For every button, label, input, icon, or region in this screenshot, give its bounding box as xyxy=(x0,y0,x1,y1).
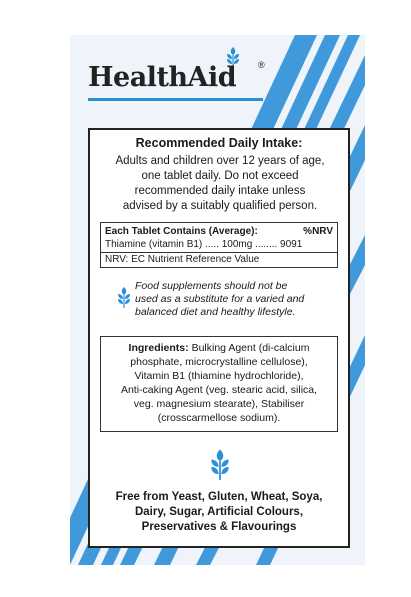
free-from-line: Free from Yeast, Gluten, Wheat, Soya, xyxy=(115,491,323,503)
ingredients-line-rest: Bulking Agent (di-calcium xyxy=(191,342,310,354)
ingredients-line: (crosscarmellose sodium). xyxy=(157,412,281,424)
free-from-line: Dairy, Sugar, Artificial Colours, xyxy=(134,506,304,518)
wheat-icon xyxy=(116,286,132,308)
food-note-line: balanced diet and healthy lifestyle. xyxy=(135,306,296,318)
free-from-line: Preservatives & Flavourings xyxy=(141,521,297,533)
brand-logo xyxy=(88,60,268,110)
brand-name: HealthAid xyxy=(88,62,237,93)
wheat-icon xyxy=(208,448,232,480)
ingredients-line: veg. magnesium stearate), Stabiliser xyxy=(133,398,305,410)
table-row: Thiamine (vitamin B1) ..... 100mg ........ 9091 xyxy=(105,239,303,250)
rdi-line: one tablet daily. Do not exceed xyxy=(141,170,299,182)
rdi-line: advised by a suitably qualified person. xyxy=(122,200,318,212)
ingredients-line: Anti-caking Agent (veg. stearic acid, silica, xyxy=(120,384,318,396)
ingredients-line: phosphate, microcrystalline cellulose), xyxy=(130,356,308,368)
table-divider xyxy=(101,252,337,253)
table-header-right: %NRV xyxy=(303,226,333,237)
rdi-body xyxy=(94,154,346,214)
rdi-title: Recommended Daily Intake: xyxy=(135,136,303,150)
brand-underline xyxy=(88,98,263,101)
rdi-line: recommended daily intake unless xyxy=(134,185,306,197)
ingredients-line: Ingredients: Bulking Agent (di-calcium xyxy=(128,342,310,354)
rdi-line: Adults and children over 12 years of age, xyxy=(115,155,325,167)
food-supplement-note xyxy=(135,280,340,319)
ingredients-box xyxy=(100,336,338,432)
product-label xyxy=(70,35,365,565)
food-note-line: Food supplements should not be xyxy=(135,280,288,292)
food-note-line: used as a substitute for a varied and xyxy=(135,293,305,305)
free-from-statement xyxy=(90,490,348,535)
registered-mark: ® xyxy=(258,60,265,70)
ingredients-line: Vitamin B1 (thiamine hydrochloride), xyxy=(134,370,304,382)
info-panel xyxy=(88,128,350,548)
table-header-left: Each Tablet Contains (Average): xyxy=(105,226,258,237)
nutrition-table xyxy=(100,222,338,268)
table-footer: NRV: EC Nutrient Reference Value xyxy=(105,254,260,265)
